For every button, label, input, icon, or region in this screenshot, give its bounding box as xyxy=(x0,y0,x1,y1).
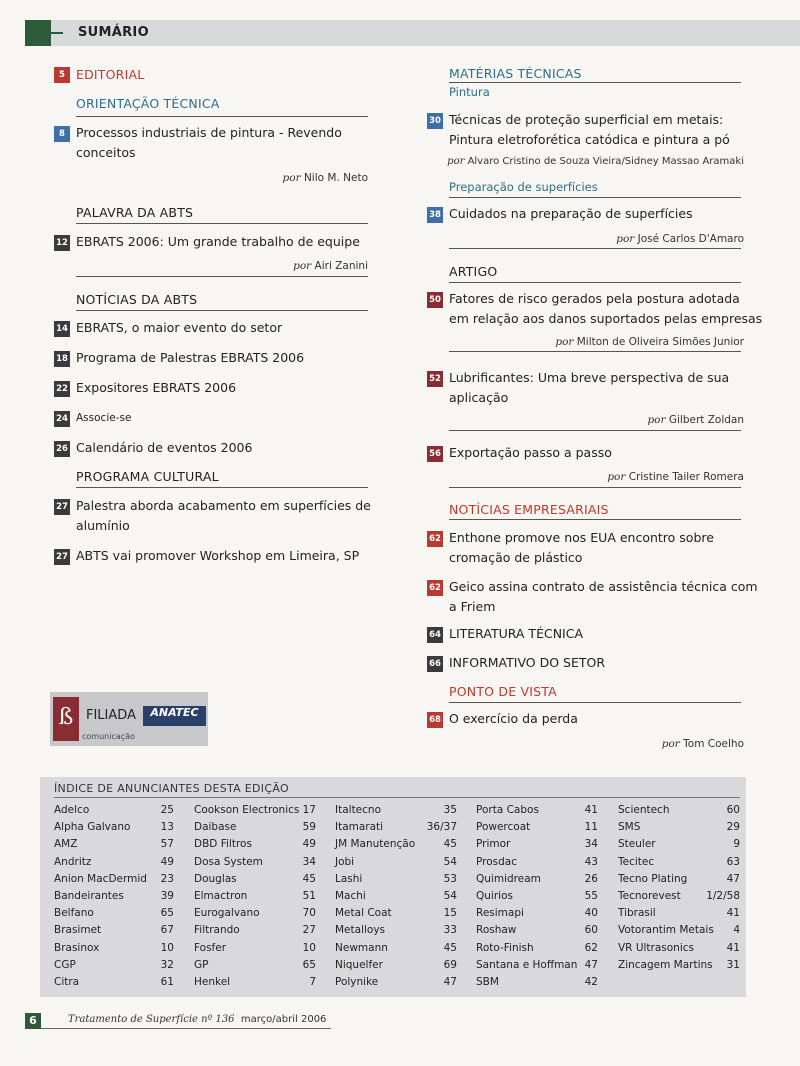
advertiser-name: Primor xyxy=(476,838,511,851)
advertiser-page: 26 xyxy=(584,872,598,885)
advertiser-name: Quimidream xyxy=(476,872,541,885)
advertiser-row xyxy=(335,940,457,957)
advertiser-row xyxy=(618,802,740,819)
advertiser-name: Tibrasil xyxy=(618,907,656,920)
section-rule xyxy=(449,519,741,520)
advertiser-row xyxy=(54,836,174,853)
advertiser-page: 1/2/58 xyxy=(706,889,740,902)
advertiser-page: 65 xyxy=(302,958,316,971)
toc-entry[interactable]: Expositores EBRATS 2006 xyxy=(76,380,237,395)
advertiser-row xyxy=(54,957,174,974)
advertiser-page: 23 xyxy=(160,872,174,885)
toc-entry-line: Enthone promove nos EUA encontro sobre xyxy=(449,530,714,545)
advertiser-row xyxy=(54,802,174,819)
advertiser-row xyxy=(476,854,598,871)
advertiser-row xyxy=(54,922,174,939)
toc-entry[interactable] xyxy=(449,368,729,408)
toc-entry-line: Geico assina contrato de assistência técnica com xyxy=(449,579,758,594)
advertiser-page: 61 xyxy=(160,975,174,988)
advertiser-name: Scientech xyxy=(618,804,670,816)
author: por Gilbert Zoldan xyxy=(647,414,744,426)
advertiser-page: 31 xyxy=(726,958,740,971)
toc-entry[interactable] xyxy=(449,289,762,329)
advertiser-name: Filtrando xyxy=(194,924,240,937)
subsection-title: Preparação de superfícies xyxy=(449,180,598,194)
advertiser-name: Elmactron xyxy=(194,889,248,902)
advertiser-page: 49 xyxy=(302,838,316,851)
advertiser-page: 45 xyxy=(443,941,457,954)
advertiser-row xyxy=(476,974,598,991)
advertiser-page: 45 xyxy=(443,838,457,851)
advertiser-name: Prosdac xyxy=(476,855,518,868)
advertiser-row xyxy=(335,905,457,922)
subsection-title: Pintura xyxy=(449,85,490,99)
advertiser-page: 67 xyxy=(160,924,174,937)
toc-entry[interactable]: LITERATURA TÉCNICA xyxy=(449,626,584,641)
section-rule xyxy=(76,310,368,311)
advertiser-name: Eurogalvano xyxy=(194,907,260,920)
advertiser-name: Andritz xyxy=(54,855,92,868)
advertisers-column xyxy=(618,802,740,974)
page-number-badge: 26 xyxy=(54,441,70,457)
toc-entry[interactable] xyxy=(449,528,714,568)
toc-entry-line: Técnicas de proteção superficial em metais: xyxy=(449,112,724,127)
toc-entry[interactable]: ABTS vai promover Workshop em Limeira, SP xyxy=(76,548,360,563)
advertiser-page: 41 xyxy=(726,941,740,954)
advertiser-page: 69 xyxy=(443,958,457,971)
advertiser-row xyxy=(54,871,174,888)
advertiser-name: Tecitec xyxy=(618,855,655,868)
advertiser-row xyxy=(618,888,740,905)
advertiser-row xyxy=(618,922,740,939)
advertiser-page: 17 xyxy=(302,804,316,816)
advertisers-column xyxy=(335,802,457,991)
advertiser-name: Zincagem Martins xyxy=(618,958,713,971)
advertiser-row xyxy=(618,871,740,888)
advertiser-page: 47 xyxy=(584,958,598,971)
toc-entry[interactable]: INFORMATIVO DO SETOR xyxy=(449,655,606,670)
advertiser-row xyxy=(335,819,457,836)
advertiser-page: 32 xyxy=(160,958,174,971)
advertiser-name: SMS xyxy=(618,821,641,834)
advertiser-name: DBD Filtros xyxy=(194,838,252,851)
advertiser-page: 39 xyxy=(160,889,174,902)
advertiser-page: 51 xyxy=(302,889,316,902)
advertiser-row xyxy=(194,974,316,991)
section-title: PROGRAMA CULTURAL xyxy=(76,469,219,484)
advertiser-page: 41 xyxy=(584,804,598,816)
advertiser-name: Lashi xyxy=(335,872,363,885)
author: por Airi Zanini xyxy=(293,260,368,272)
page-number-badge: 18 xyxy=(54,351,70,367)
page-number-badge: 62 xyxy=(427,531,443,547)
advertiser-name: Metalloys xyxy=(335,924,386,937)
section-rule xyxy=(76,487,368,488)
advertiser-row xyxy=(335,974,457,991)
advertiser-page: 42 xyxy=(584,975,598,988)
toc-entry-line: conceitos xyxy=(76,145,136,160)
advertiser-page: 4 xyxy=(733,924,740,937)
advertiser-page: 62 xyxy=(584,941,598,954)
advertisers-title: ÍNDICE DE ANUNCIANTES DESTA EDIÇÃO xyxy=(54,782,289,795)
advertiser-page: 15 xyxy=(443,907,457,920)
footer-rule xyxy=(41,1028,331,1029)
filiada-label: FILIADA xyxy=(86,708,136,723)
advertiser-row xyxy=(54,819,174,836)
advertiser-row xyxy=(335,922,457,939)
advertiser-name: Powercoat xyxy=(476,821,531,834)
toc-entry[interactable] xyxy=(449,110,730,150)
advertiser-name: Fosfer xyxy=(194,941,227,954)
toc-entry-line: cromação de plástico xyxy=(449,550,583,565)
advertiser-row xyxy=(476,922,598,939)
advertiser-page: 41 xyxy=(726,907,740,920)
advertiser-page: 47 xyxy=(726,872,740,885)
advertiser-name: Jobi xyxy=(335,855,355,868)
section-title: ARTIGO xyxy=(449,264,498,279)
toc-entry-line: Processos industriais de pintura - Revendo xyxy=(76,125,342,140)
advertiser-name: Cookson Electronics xyxy=(194,804,300,816)
advertiser-row xyxy=(618,819,740,836)
advertiser-name: Bandeirantes xyxy=(54,889,124,902)
comunicacao-label: comunicação xyxy=(82,732,135,741)
advertiser-name: Metal Coat xyxy=(335,907,392,920)
page-number-badge: 68 xyxy=(427,712,443,728)
advertiser-name: AMZ xyxy=(54,838,78,851)
advertiser-page: 34 xyxy=(302,855,316,868)
advertiser-page: 49 xyxy=(160,855,174,868)
advertiser-row xyxy=(194,802,316,819)
toc-entry[interactable] xyxy=(76,123,342,163)
advertiser-row xyxy=(618,836,740,853)
advertiser-name: Roshaw xyxy=(476,924,517,937)
advertiser-page: 47 xyxy=(443,975,457,988)
advertiser-page: 63 xyxy=(726,855,740,868)
advertiser-name: JM Manutenção xyxy=(335,838,416,851)
anatec-logo-bar xyxy=(143,720,206,726)
advertiser-row xyxy=(194,819,316,836)
advertisers-column xyxy=(54,802,174,991)
advertiser-page: 40 xyxy=(584,907,598,920)
advertiser-row xyxy=(54,905,174,922)
section-rule xyxy=(449,702,741,703)
advertiser-row xyxy=(194,905,316,922)
advertiser-name: Roto-Finish xyxy=(476,941,534,954)
author: por Tom Coelho xyxy=(661,738,744,750)
section-editorial[interactable]: EDITORIAL xyxy=(76,67,145,82)
advertiser-page: 13 xyxy=(160,821,174,834)
section-title: NOTÍCIAS DA ABTS xyxy=(76,292,198,307)
page-number-badge: 50 xyxy=(427,292,443,308)
advertisers-rule xyxy=(54,797,740,798)
advertiser-name: Polynike xyxy=(335,975,379,988)
advertiser-row xyxy=(194,922,316,939)
toc-entry[interactable]: Cuidados na preparação de superfícies xyxy=(449,206,693,221)
advertiser-name: Daibase xyxy=(194,821,237,834)
advertiser-page: 54 xyxy=(443,855,457,868)
page-number-badge: 27 xyxy=(54,499,70,515)
advertiser-name: Alpha Galvano xyxy=(54,821,131,834)
advertiser-row xyxy=(618,957,740,974)
advertiser-name: Adelco xyxy=(54,804,90,816)
advertiser-page: 55 xyxy=(584,889,598,902)
advertiser-row xyxy=(54,854,174,871)
footer-text: Tratamento de Superfície nº 136 março/abril 2006 xyxy=(68,1014,327,1025)
section-rule xyxy=(449,282,741,283)
advertiser-page: 60 xyxy=(726,804,740,816)
advertiser-row xyxy=(194,854,316,871)
advertiser-row xyxy=(476,957,598,974)
advertiser-name: Itamarati xyxy=(335,821,384,834)
toc-entry[interactable]: EBRATS 2006: Um grande trabalho de equipe xyxy=(76,234,360,249)
section-title: PONTO DE VISTA xyxy=(449,684,557,699)
advertiser-row xyxy=(618,854,740,871)
advertiser-name: Henkel xyxy=(194,975,231,988)
advertiser-name: Belfano xyxy=(54,907,94,920)
page-number-badge: 62 xyxy=(427,580,443,596)
advertiser-page: 10 xyxy=(302,941,316,954)
advertiser-page: 60 xyxy=(584,924,598,937)
advertiser-name: Dosa System xyxy=(194,855,263,868)
section-rule xyxy=(449,430,741,431)
advertiser-page: 59 xyxy=(302,821,316,834)
toc-entry[interactable] xyxy=(449,577,758,617)
advertiser-page: 7 xyxy=(309,975,316,988)
advertiser-page: 45 xyxy=(302,872,316,885)
advertiser-row xyxy=(335,957,457,974)
advertiser-page: 10 xyxy=(160,941,174,954)
advertiser-row xyxy=(54,974,174,991)
toc-entry-line: a Friem xyxy=(449,599,496,614)
page-number-badge: 22 xyxy=(54,381,70,397)
author: por Cristine Tailer Romera xyxy=(607,471,744,483)
page-number-badge: 66 xyxy=(427,656,443,672)
advertisers-column xyxy=(194,802,316,991)
advertiser-page: 54 xyxy=(443,889,457,902)
advertiser-row xyxy=(335,836,457,853)
advertiser-row xyxy=(335,871,457,888)
advertiser-page: 36/37 xyxy=(426,821,457,834)
section-rule xyxy=(449,351,741,352)
advertiser-name: Brasimet xyxy=(54,924,102,937)
advertiser-name: Quirios xyxy=(476,889,513,902)
page-number-badge: 14 xyxy=(54,321,70,337)
advertiser-row xyxy=(476,888,598,905)
toc-entry[interactable] xyxy=(76,496,371,536)
advertiser-name: Tecnorevest xyxy=(618,889,681,902)
section-rule xyxy=(449,487,741,488)
advertiser-row xyxy=(194,836,316,853)
advertiser-row xyxy=(194,888,316,905)
advertiser-row xyxy=(476,940,598,957)
advertiser-name: Italtecno xyxy=(335,804,381,816)
advertiser-page: 25 xyxy=(160,804,174,816)
advertiser-row xyxy=(476,802,598,819)
page-number-badge: 8 xyxy=(54,126,70,142)
toc-entry[interactable]: Calendário de eventos 2006 xyxy=(76,440,253,455)
anatec-logo: ANATEC xyxy=(143,706,206,720)
section-rule xyxy=(449,197,741,198)
advertiser-name: SBM xyxy=(476,975,499,988)
advertiser-name: Steuler xyxy=(618,838,656,851)
page-number-badge: 38 xyxy=(427,207,443,223)
advertiser-page: 33 xyxy=(443,924,457,937)
advertiser-name: Votorantim Metais xyxy=(618,924,714,937)
advertiser-page: 27 xyxy=(302,924,316,937)
advertiser-page: 53 xyxy=(443,872,457,885)
header-line xyxy=(51,32,63,34)
advertisers-column xyxy=(476,802,598,991)
advertiser-page: 35 xyxy=(443,804,457,816)
advertiser-row xyxy=(54,888,174,905)
toc-entry[interactable]: EBRATS, o maior evento do setor xyxy=(76,320,283,335)
advertiser-page: 43 xyxy=(584,855,598,868)
page-number-badge: 5 xyxy=(54,67,70,83)
toc-entry-line: aplicação xyxy=(449,390,509,405)
advertiser-name: VR Ultrasonics xyxy=(618,941,694,954)
advertiser-name: Newmann xyxy=(335,941,388,954)
tratamento-logo-icon: ß xyxy=(53,697,79,741)
page-number-badge: 56 xyxy=(427,446,443,462)
author: por José Carlos D'Amaro xyxy=(616,233,744,245)
page-number-badge: 24 xyxy=(54,411,70,427)
advertiser-page: 29 xyxy=(726,821,740,834)
author: por Milton de Oliveira Simões Junior xyxy=(555,336,744,348)
page-number-badge: 12 xyxy=(54,235,70,251)
toc-entry-line: Pintura eletroforética catódica e pintura a pó xyxy=(449,132,730,147)
advertiser-row xyxy=(194,940,316,957)
advertiser-row xyxy=(618,905,740,922)
advertiser-row xyxy=(335,888,457,905)
advertiser-row xyxy=(476,871,598,888)
advertiser-page: 65 xyxy=(160,907,174,920)
advertiser-name: Niquelfer xyxy=(335,958,383,971)
section-rule xyxy=(449,248,741,249)
advertiser-page: 70 xyxy=(302,907,316,920)
advertiser-row xyxy=(194,871,316,888)
advertiser-name: Brasinox xyxy=(54,941,100,954)
page-number-badge: 52 xyxy=(427,371,443,387)
section-title: MATÉRIAS TÉCNICAS xyxy=(449,66,582,81)
advertiser-name: Machi xyxy=(335,889,366,902)
toc-entry-line: alumínio xyxy=(76,518,130,533)
advertiser-name: Anion MacDermid xyxy=(54,872,147,885)
advertiser-name: Tecno Plating xyxy=(618,872,688,885)
author: por Nilo M. Neto xyxy=(282,172,368,184)
page-number-badge: 64 xyxy=(427,627,443,643)
section-title: PALAVRA DA ABTS xyxy=(76,205,194,220)
page-title: SUMÁRIO xyxy=(78,25,149,40)
advertiser-name: Douglas xyxy=(194,872,237,885)
toc-entry-line: em relação aos danos suportados pelas empresas xyxy=(449,311,763,326)
advertiser-page: 57 xyxy=(160,838,174,851)
advertiser-name: Resimapi xyxy=(476,907,524,920)
toc-entry-line: Fatores de risco gerados pela postura adotada xyxy=(449,291,740,306)
header-square xyxy=(25,20,51,46)
advertiser-row xyxy=(476,905,598,922)
section-rule xyxy=(76,276,368,277)
section-rule xyxy=(449,82,741,83)
toc-entry[interactable]: Programa de Palestras EBRATS 2006 xyxy=(76,350,305,365)
toc-entry[interactable]: Exportação passo a passo xyxy=(449,445,612,460)
advertiser-name: Citra xyxy=(54,975,80,988)
advertiser-row xyxy=(335,802,457,819)
advertiser-row xyxy=(476,819,598,836)
section-rule xyxy=(76,223,368,224)
section-rule xyxy=(76,116,368,117)
toc-entry[interactable]: Associe-se xyxy=(76,412,132,424)
toc-entry-line: Lubrificantes: Uma breve perspectiva de sua xyxy=(449,370,730,385)
page-number: 6 xyxy=(25,1013,41,1029)
section-title: NOTÍCIAS EMPRESARIAIS xyxy=(449,502,609,517)
advertiser-row xyxy=(618,940,740,957)
advertiser-name: CGP xyxy=(54,958,76,971)
advertiser-name: Santana e Hoffman xyxy=(476,958,578,971)
advertiser-page: 34 xyxy=(584,838,598,851)
advertiser-name: GP xyxy=(194,958,209,971)
author: por Alvaro Cristino de Souza Vieira/Sidney Massao Aramaki xyxy=(447,156,744,167)
advertiser-row xyxy=(194,957,316,974)
advertiser-row xyxy=(54,940,174,957)
section-title: ORIENTAÇÃO TÉCNICA xyxy=(76,96,220,111)
advertiser-row xyxy=(335,854,457,871)
advertiser-page: 11 xyxy=(584,821,598,834)
toc-entry[interactable]: O exercício da perda xyxy=(449,711,578,726)
page-number-badge: 30 xyxy=(427,113,443,129)
advertiser-page: 9 xyxy=(733,838,740,851)
page-number-badge: 27 xyxy=(54,549,70,565)
advertiser-name: Porta Cabos xyxy=(476,804,539,816)
advertiser-row xyxy=(476,836,598,853)
toc-entry-line: Palestra aborda acabamento em superfícies de xyxy=(76,498,371,513)
